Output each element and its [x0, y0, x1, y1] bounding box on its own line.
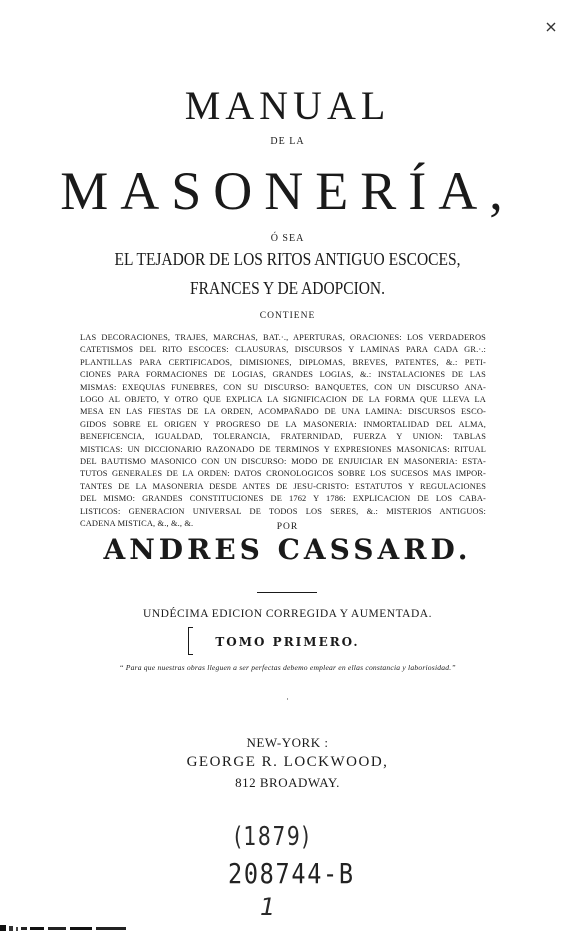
- divider-rule: [257, 592, 317, 593]
- scan-color-strip: [0, 924, 130, 932]
- title-manual: MANUAL: [184, 83, 391, 128]
- imprint-address: 812 BROADWAY.: [235, 775, 340, 790]
- imprint-publisher: GEORGE R. LOCKWOOD,: [186, 754, 389, 770]
- contents-line: CIONES PARA FORMACIONES DE LOGIAS, GRANDES LOGIAS, &.: INSTALACIONES DE LAS: [80, 370, 486, 380]
- handwritten-date: (1879): [234, 822, 311, 852]
- contents-paragraph: [80, 332, 486, 531]
- title-masoneria: MASONERÍA,: [60, 161, 515, 221]
- contents-line: GIDOS SOBRE EL ORIGEN Y PROGRESO DE LA MASONERIA: INMORTALIDAD DEL ALMA,: [80, 419, 486, 429]
- title-or: Ó SEA: [270, 233, 305, 244]
- corner-mark-icon: [546, 22, 556, 32]
- handwritten-volume-mark: 1: [260, 893, 276, 921]
- contents-line: DEL MISMO: GRANDES CONSTITUCIONES DE 1762 Y 1786: EXPLICACION DE LOS CABA-: [80, 494, 486, 504]
- contents-line: LAS DECORACIONES, TRAJES, MARCHAS, BAT.·., APERTURAS, ORACIONES: LOS VERDADEROS: [80, 333, 486, 342]
- author-by: POR: [276, 522, 299, 532]
- subtitle-line-1: EL TEJADOR DE LOS RITOS ANTIGUO ESCOCES,: [114, 249, 461, 269]
- contents-line: BENEFICENCIA, IGUALDAD, TOLERANCIA, FRATERNIDAD, FUERZA Y UNION: TABLAS: [80, 432, 486, 442]
- contents-line: TUTOS GENERALES DE LA ORDEN: DATOS CRONOLOGICOS SOBRE LOS SUCESOS MAS IMPOR-: [80, 469, 486, 479]
- handwritten-call-number: 208744-B: [228, 857, 355, 890]
- contents-line: LOGO AL OBJETO, Y OTRO QUE EXPLICA LA SIGNIFICACION DE LA FORMA QUE LLEVA LA: [80, 395, 486, 405]
- motto: “ Para que nuestras obras lleguen a ser perfectas debemo emplear en ellas constancia y laboriosidad.”: [119, 663, 456, 672]
- subtitle-line-2: FRANCES Y DE ADOPCION.: [190, 278, 385, 298]
- ornament-dot: ·: [286, 695, 289, 704]
- contents-line: MESA EN LAS FIESTAS DE LA ORDEN, ACOMPAÑADO DE UNA LAMINA: DISCURSOS ESCO-: [80, 407, 486, 417]
- contents-line: MISMAS: EXEQUIAS FUNEBRES, CON SU DISCURSO: BANQUETES, CON UN DISCURSO ANA-: [80, 382, 486, 392]
- imprint-place: NEW-YORK :: [246, 735, 329, 750]
- contents-line: DEL BAUTISMO MASONICO CON UN DISCURSO: MODO DE ENJUICIAR EN MASONERIA: ESTA-: [80, 457, 486, 467]
- contents-line: LISTICOS: GENERACION UNIVERSAL DE TODOS LOS SERES, &.: MISTERIOS ANTIGUOS:: [80, 506, 486, 516]
- volume-label: TOMO PRIMERO.: [215, 635, 360, 649]
- edition-statement: UNDÉCIMA EDICION CORREGIDA Y AUMENTADA.: [143, 608, 432, 620]
- contents-line: TANTES DE LA MASONERIA DESDE ANTES DE JESU-CRISTO: ESTATUTOS Y REGULACIONES: [80, 481, 486, 491]
- contents-line: CATETISMOS DEL RITO ESCOCES: CLAUSURAS, DISCURSOS Y LAMINAS PARA CADA GR.·.:: [80, 345, 486, 355]
- contents-line: PLANTILLAS PARA CERTIFICADOS, DIMISIONES, DIPLOMAS, BREVES, PATENTES, &.: PETI-: [80, 357, 486, 367]
- contents-line: MISTICAS: UN DICCIONARIO RAZONADO DE TERMINOS Y EXPRESIONES MASONICAS: RITUAL: [80, 444, 486, 454]
- title-connector: DE LA: [270, 136, 305, 147]
- contents-line: CADENA MISTICA, &., &., &.: [80, 519, 194, 529]
- author-name: ANDRES CASSARD.: [103, 533, 472, 566]
- contents-heading: CONTIENE: [259, 311, 316, 321]
